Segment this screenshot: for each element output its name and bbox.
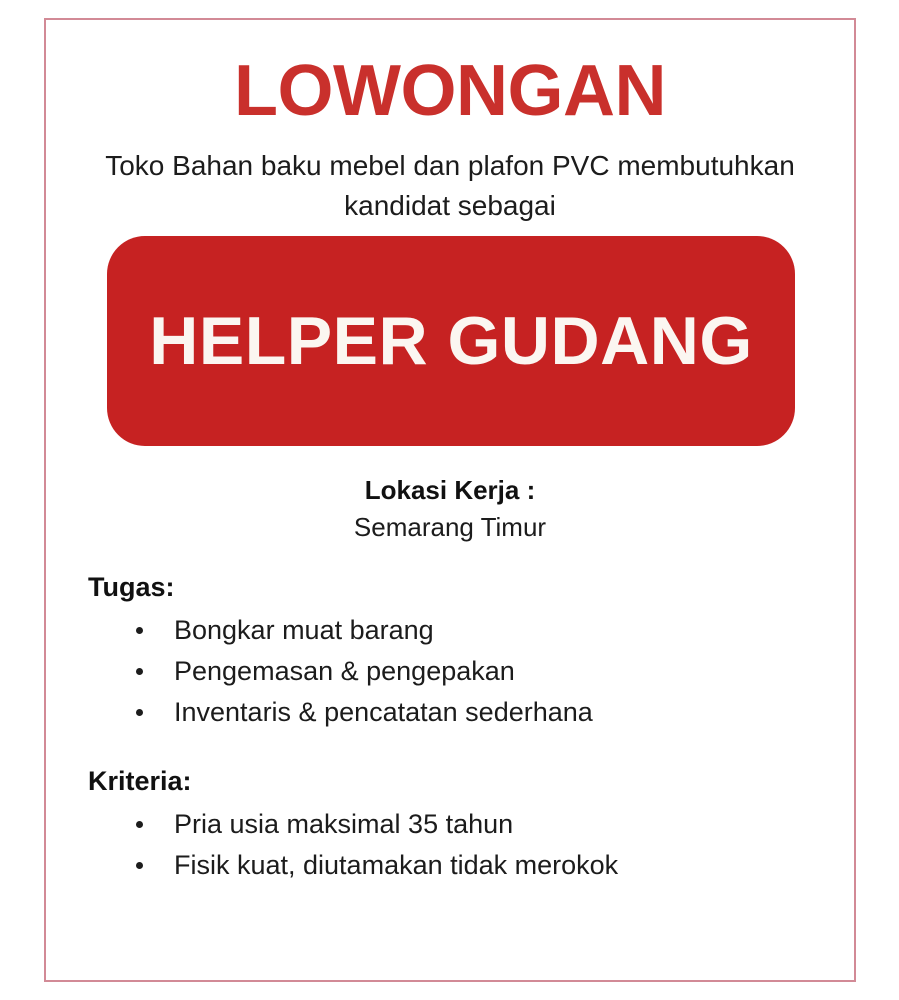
page-title: LOWONGAN bbox=[234, 51, 666, 131]
criteria-section bbox=[88, 762, 818, 886]
work-location-label: Lokasi Kerja : bbox=[364, 475, 536, 505]
list-item-label: Inventaris & pencatatan sederhana bbox=[174, 697, 593, 727]
list-item-label: Pengemasan & pengepakan bbox=[174, 656, 515, 686]
list-item bbox=[88, 845, 818, 886]
list-item bbox=[88, 651, 818, 692]
bullet-icon bbox=[136, 627, 143, 634]
duties-list bbox=[88, 610, 818, 733]
criteria-list bbox=[88, 804, 818, 886]
work-location-block bbox=[64, 472, 836, 546]
duties-heading: Tugas: bbox=[88, 572, 175, 602]
list-item bbox=[88, 610, 818, 651]
list-item bbox=[88, 804, 818, 845]
list-item-label: Pria usia maksimal 35 tahun bbox=[174, 809, 514, 839]
position-banner bbox=[107, 236, 795, 446]
duties-section bbox=[88, 568, 818, 733]
bullet-icon bbox=[136, 862, 143, 869]
poster-subtitle: Toko Bahan baku mebel dan plafon PVC membutuhkan kandidat sebagai bbox=[105, 150, 795, 221]
poster-content bbox=[46, 20, 854, 980]
criteria-heading: Kriteria: bbox=[88, 766, 192, 796]
list-item-label: Bongkar muat barang bbox=[174, 615, 434, 645]
bullet-icon bbox=[136, 821, 143, 828]
list-item-label: Fisik kuat, diutamakan tidak merokok bbox=[174, 850, 619, 880]
bullet-icon bbox=[136, 709, 143, 716]
position-banner-label: HELPER GUDANG bbox=[149, 303, 753, 379]
bullet-icon bbox=[136, 668, 143, 675]
work-location-value: Semarang Timur bbox=[353, 512, 547, 542]
list-item bbox=[88, 692, 818, 733]
